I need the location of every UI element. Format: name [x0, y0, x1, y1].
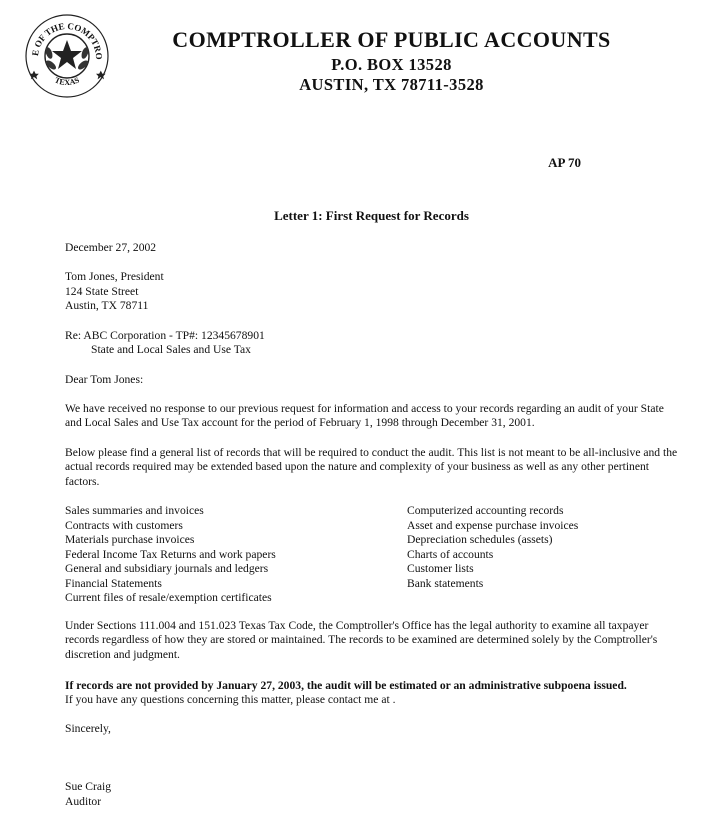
- list-item: Federal Income Tax Returns and work papers: [65, 547, 276, 561]
- list-item: Current files of resale/exemption certificates: [65, 591, 272, 604]
- list-item: General and subsidiary journals and ledgers: [65, 562, 269, 575]
- paragraph-records-list-intro: Below please find a general list of records that will be required to conduct the audit. This list is not meant to be all-inclusive and the actual records required may be extended based upon the nature and complexity of your business as well as any other pertinent factors.: [65, 446, 678, 488]
- list-item: Financial Statements: [65, 576, 162, 590]
- deadline-warning: If records are not provided by January 27, 2003, the audit will be estimated or an administrative subpoena issued.: [65, 679, 627, 692]
- records-list-right: [407, 504, 578, 591]
- seal-bottom-text: TEXAS: [53, 75, 81, 88]
- list-item: Depreciation schedules (assets): [407, 533, 553, 546]
- list-item: Contracts with customers: [65, 518, 183, 532]
- list-item: Customer lists: [407, 562, 474, 575]
- signer-title: Auditor: [65, 795, 102, 808]
- agency-name: COMPTROLLER OF PUBLIC ACCOUNTS: [172, 27, 611, 52]
- recipient-street: 124 State Street: [65, 285, 139, 298]
- list-item: Materials purchase invoices: [65, 533, 195, 546]
- re-line: Re: ABC Corporation - TP#: 12345678901: [65, 329, 265, 342]
- list-item: Charts of accounts: [407, 547, 494, 561]
- list-item: Bank statements: [407, 576, 484, 590]
- city-line: AUSTIN, TX 78711-3528: [299, 75, 484, 94]
- recipient-city: Austin, TX 78711: [65, 299, 149, 312]
- records-list-left: [65, 504, 276, 606]
- po-box-line: P.O. BOX 13528: [331, 55, 452, 74]
- salutation: Dear Tom Jones:: [65, 373, 144, 386]
- re-subject: State and Local Sales and Use Tax: [91, 343, 251, 356]
- form-id: AP 70: [548, 155, 581, 170]
- seal-top-text: E OF THE COMPTRO: [30, 20, 105, 60]
- list-item: Asset and expense purchase invoices: [407, 518, 579, 532]
- letter-date: December 27, 2002: [65, 241, 157, 254]
- list-item: Sales summaries and invoices: [65, 504, 204, 517]
- closing: Sincerely,: [65, 722, 111, 735]
- contact-line: If you have any questions concerning this matter, please contact me at .: [65, 693, 396, 706]
- recipient-name: Tom Jones, President: [65, 270, 164, 283]
- paragraph-legal-authority: Under Sections 111.004 and 151.023 Texas Tax Code, the Comptroller's Office has the legal authority to examine all taxpayer records regardless of how they are stored or maintained. The records to be examined are determined solely by the Comptroller's discretion and judgment.: [65, 619, 658, 661]
- signer-name: Sue Craig: [65, 780, 112, 793]
- list-item: Computerized accounting records: [407, 504, 564, 517]
- letter-title: Letter 1: First Request for Records: [274, 208, 469, 223]
- paragraph-no-response: We have received no response to our previous request for information and access to your records regarding an audit of your State and Local Sales and Use Tax account for the period of February 1, 1998 through December 31, 2001.: [65, 402, 664, 430]
